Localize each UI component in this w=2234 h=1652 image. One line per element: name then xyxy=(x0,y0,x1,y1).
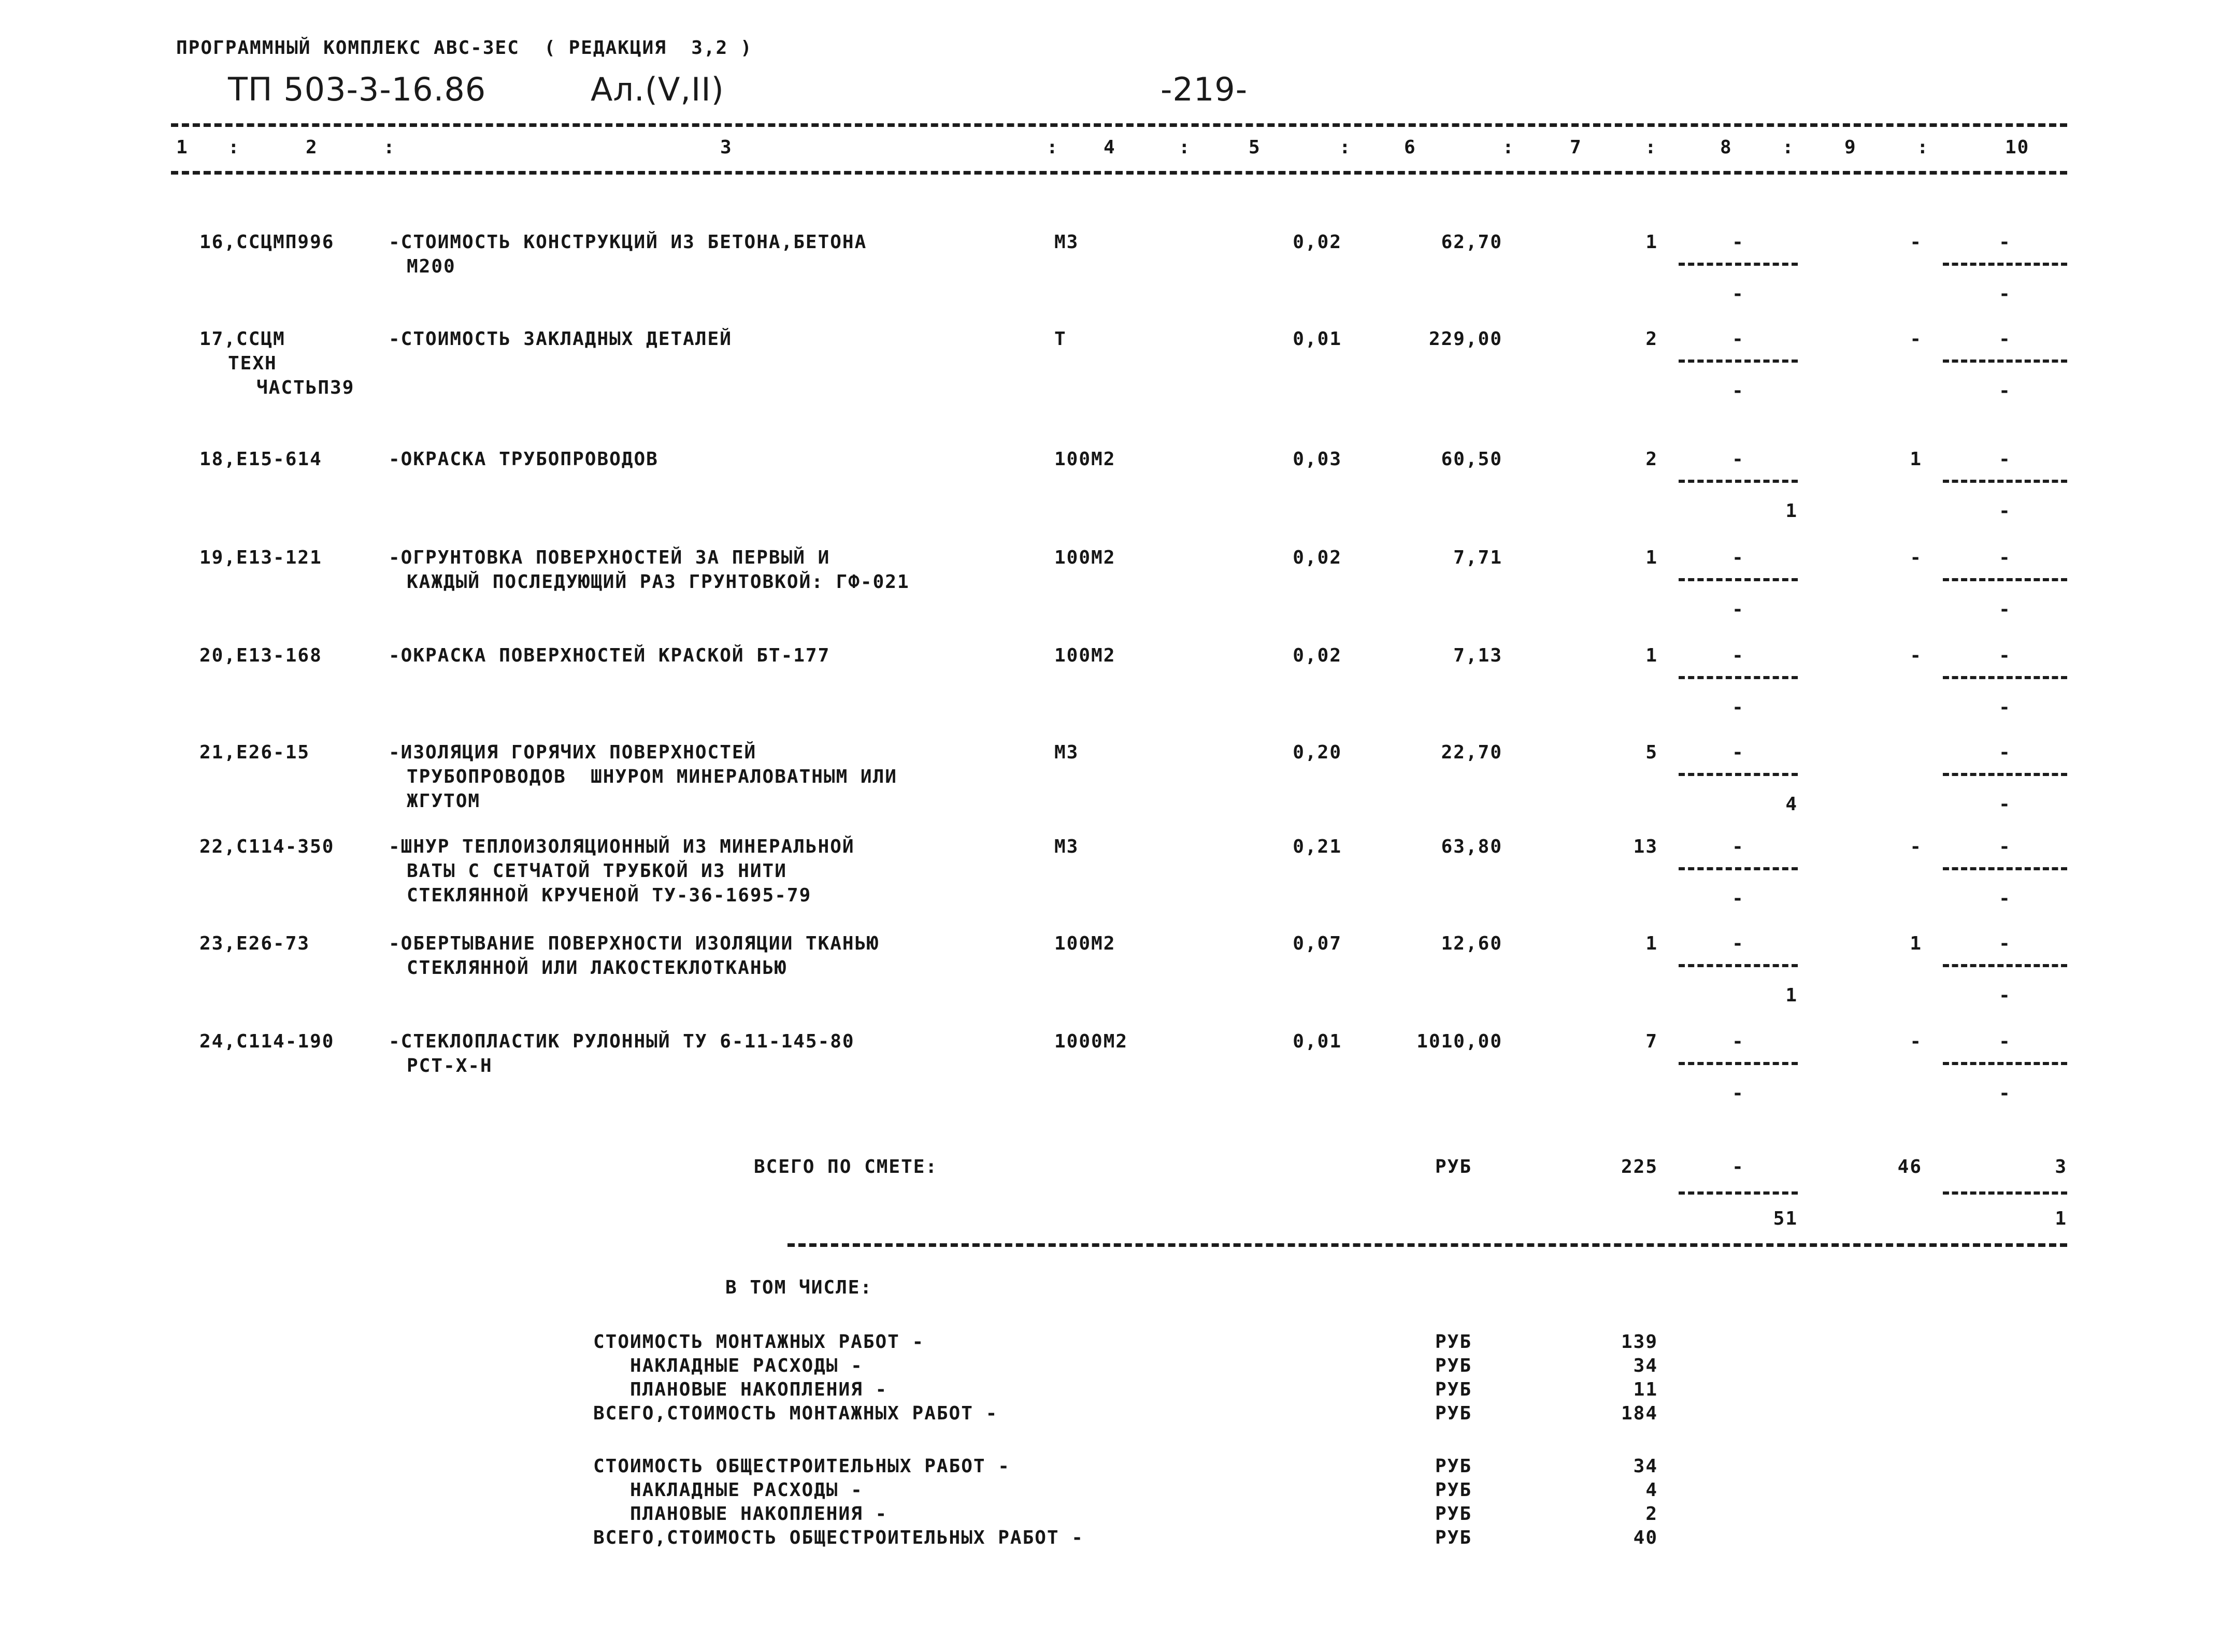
row-col7: 13 xyxy=(1633,836,1658,857)
row-col8-top: - xyxy=(1732,547,1744,568)
row-col10-top: - xyxy=(1999,232,2011,253)
row-col10-top: - xyxy=(1999,449,2011,470)
row-col8-bottom: - xyxy=(1732,380,1744,401)
column-header-cell: 2 xyxy=(306,137,318,158)
row-unit: 100М2 xyxy=(1054,449,1116,470)
row-unit: 100М2 xyxy=(1054,547,1116,568)
row-col8-top: - xyxy=(1732,1031,1744,1052)
summary-label: НАКЛАДНЫЕ РАСХОДЫ - xyxy=(593,1479,863,1501)
total-label: ВСЕГО ПО СМЕТЕ: xyxy=(754,1156,938,1177)
row-col10-bottom: - xyxy=(1999,1083,2011,1104)
row-price: 22,70 xyxy=(1441,742,1502,763)
row-description: -ОБЕРТЫВАНИЕ ПОВЕРХНОСТИ ИЗОЛЯЦИИ ТКАНЬЮ xyxy=(389,933,879,954)
row-col8-top: - xyxy=(1732,328,1744,350)
row-code: 21,Е26-15 xyxy=(199,742,310,763)
row-description: КАЖДЫЙ ПОСЛЕДУЮЩИЙ РАЗ ГРУНТОВКОЙ: ГФ-021 xyxy=(407,571,910,593)
row-col10-bottom: - xyxy=(1999,283,2011,305)
row-col10-bottom: - xyxy=(1999,888,2011,909)
summary-value: 2 xyxy=(1645,1503,1658,1525)
summary-value: 34 xyxy=(1633,1456,1658,1477)
summary-unit: РУБ xyxy=(1435,1331,1472,1353)
row-quantity: 0,02 xyxy=(1293,232,1342,253)
summary-unit: РУБ xyxy=(1435,1479,1472,1501)
row-code: 19,Е13-121 xyxy=(199,547,322,568)
row-code: 23,Е26-73 xyxy=(199,933,310,954)
row-col8-bottom: - xyxy=(1732,697,1744,718)
row-col8-bottom: - xyxy=(1732,1083,1744,1104)
row-unit: 100М2 xyxy=(1054,933,1116,954)
summary-unit: РУБ xyxy=(1435,1456,1472,1477)
summary-heading: В ТОМ ЧИСЛЕ: xyxy=(725,1277,873,1298)
row-col8-bottom: - xyxy=(1732,599,1744,620)
column-header-cell: : xyxy=(1917,137,1929,158)
row-col8-top: - xyxy=(1732,742,1744,763)
column-header-cell: 4 xyxy=(1104,137,1116,158)
total-unit: РУБ xyxy=(1435,1156,1472,1177)
column-header-cell: 5 xyxy=(1249,137,1261,158)
row-col7: 1 xyxy=(1645,645,1658,666)
row-quantity: 0,01 xyxy=(1293,1031,1342,1052)
row-quantity: 0,01 xyxy=(1293,328,1342,350)
total-c8-rule xyxy=(1679,1191,1798,1195)
row-col8-top: - xyxy=(1732,449,1744,470)
row-col8-bottom: - xyxy=(1732,888,1744,909)
row-code: ЧАСТЬП39 xyxy=(256,377,355,398)
summary-label: НАКЛАДНЫЕ РАСХОДЫ - xyxy=(593,1355,863,1376)
row-col8-bottom: 1 xyxy=(1785,500,1798,522)
row-col9: - xyxy=(1910,645,1922,666)
row-col9: - xyxy=(1910,232,1922,253)
row-col10-rule xyxy=(1943,964,2067,967)
row-col10-top: - xyxy=(1999,645,2011,666)
total-c10-top: 3 xyxy=(2055,1156,2067,1177)
total-c10-bottom: 1 xyxy=(2055,1208,2067,1229)
row-col8-bottom: 1 xyxy=(1785,985,1798,1006)
row-col10-bottom: - xyxy=(1999,794,2011,815)
row-quantity: 0,02 xyxy=(1293,547,1342,568)
total-c8-bottom: 51 xyxy=(1773,1208,1798,1229)
row-col8-top: - xyxy=(1732,232,1744,253)
column-header-cell: : xyxy=(1645,137,1657,158)
row-code: ТЕХН xyxy=(228,353,277,374)
row-col10-top: - xyxy=(1999,328,2011,350)
summary-value: 11 xyxy=(1633,1379,1658,1400)
summary-label: ПЛАНОВЫЕ НАКОПЛЕНИЯ - xyxy=(593,1503,888,1525)
summary-label: ПЛАНОВЫЕ НАКОПЛЕНИЯ - xyxy=(593,1379,888,1400)
row-col10-rule xyxy=(1943,480,2067,483)
total-c7: 225 xyxy=(1621,1156,1658,1177)
column-header-cell: : xyxy=(1502,137,1515,158)
summary-value: 139 xyxy=(1621,1331,1658,1353)
row-quantity: 0,21 xyxy=(1293,836,1342,857)
row-description: ТРУБОПРОВОДОВ ШНУРОМ МИНЕРАЛОВАТНЫМ ИЛИ xyxy=(407,766,897,787)
row-col10-rule xyxy=(1943,867,2067,870)
row-col9: - xyxy=(1910,1031,1922,1052)
summary-value: 4 xyxy=(1645,1479,1658,1501)
column-header-cell: : xyxy=(1782,137,1795,158)
row-description: -ШНУР ТЕПЛОИЗОЛЯЦИОННЫЙ ИЗ МИНЕРАЛЬНОЙ xyxy=(389,836,855,857)
row-col10-bottom: - xyxy=(1999,985,2011,1006)
summary-value: 34 xyxy=(1633,1355,1658,1376)
header-bottom-rule xyxy=(171,171,2067,175)
total-bottom-rule xyxy=(787,1243,2067,1247)
column-header-cell: 6 xyxy=(1404,137,1416,158)
row-col7: 2 xyxy=(1645,449,1658,470)
row-col10-rule xyxy=(1943,263,2067,266)
row-col9: - xyxy=(1910,836,1922,857)
row-col10-top: - xyxy=(1999,933,2011,954)
row-col8-top: - xyxy=(1732,933,1744,954)
row-description: -СТЕКЛОПЛАСТИК РУЛОННЫЙ ТУ 6-11-145-80 xyxy=(389,1031,855,1052)
row-col7: 7 xyxy=(1645,1031,1658,1052)
row-col8-rule xyxy=(1679,867,1798,870)
row-col8-top: - xyxy=(1732,645,1744,666)
column-header-cell: : xyxy=(1179,137,1191,158)
row-col7: 5 xyxy=(1645,742,1658,763)
row-col8-rule xyxy=(1679,964,1798,967)
row-price: 12,60 xyxy=(1441,933,1502,954)
row-quantity: 0,03 xyxy=(1293,449,1342,470)
row-code: 24,С114-190 xyxy=(199,1031,335,1052)
row-unit: 100М2 xyxy=(1054,645,1116,666)
row-col8-rule xyxy=(1679,578,1798,581)
column-header-cell: : xyxy=(1047,137,1059,158)
row-price: 7,71 xyxy=(1453,547,1502,568)
row-description: -ОГРУНТОВКА ПОВЕРХНОСТЕЙ ЗА ПЕРВЫЙ И xyxy=(389,547,830,568)
row-quantity: 0,07 xyxy=(1293,933,1342,954)
row-col7: 1 xyxy=(1645,547,1658,568)
row-price: 7,13 xyxy=(1453,645,1502,666)
total-c9: 46 xyxy=(1897,1156,1922,1177)
summary-unit: РУБ xyxy=(1435,1527,1472,1548)
row-col7: 1 xyxy=(1645,933,1658,954)
row-col7: 2 xyxy=(1645,328,1658,350)
row-col10-rule xyxy=(1943,676,2067,679)
row-description: ЖГУТОМ xyxy=(407,791,481,812)
row-col8-rule xyxy=(1679,360,1798,363)
row-col10-rule xyxy=(1943,1062,2067,1065)
row-col9: - xyxy=(1910,547,1922,568)
row-col8-rule xyxy=(1679,263,1798,266)
row-description: -ОКРАСКА ПОВЕРХНОСТЕЙ КРАСКОЙ БТ-177 xyxy=(389,645,830,666)
row-col10-bottom: - xyxy=(1999,697,2011,718)
row-description: СТЕКЛЯННОЙ КРУЧЕНОЙ ТУ-36-1695-79 xyxy=(407,885,812,906)
row-col9: - xyxy=(1910,328,1922,350)
row-code: 20,Е13-168 xyxy=(199,645,322,666)
row-price: 62,70 xyxy=(1441,232,1502,253)
summary-value: 184 xyxy=(1621,1403,1658,1424)
row-col10-top: - xyxy=(1999,1031,2011,1052)
column-header-cell: 3 xyxy=(720,137,733,158)
summary-unit: РУБ xyxy=(1435,1503,1472,1525)
row-col10-rule xyxy=(1943,360,2067,363)
row-col8-bottom: 4 xyxy=(1785,794,1798,815)
column-header-cell: : xyxy=(383,137,396,158)
doc-code: ТП 503-3-16.86 xyxy=(228,70,486,108)
row-col9: 1 xyxy=(1910,449,1922,470)
row-col7: 1 xyxy=(1645,232,1658,253)
program-line: ПРОГРАММНЫЙ КОМПЛЕКС АВС-3ЕС ( РЕДАКЦИЯ 3,2 ) xyxy=(176,37,753,59)
row-description: СТЕКЛЯННОЙ ИЛИ ЛАКОСТЕКЛОТКАНЬЮ xyxy=(407,957,787,979)
row-col10-bottom: - xyxy=(1999,599,2011,620)
row-code: 18,Е15-614 xyxy=(199,449,322,470)
row-unit: Т xyxy=(1054,328,1067,350)
row-quantity: 0,20 xyxy=(1293,742,1342,763)
column-header-cell: 10 xyxy=(2005,137,2030,158)
row-code: 17,ССЦМ xyxy=(199,328,285,350)
column-header-cell: 7 xyxy=(1570,137,1582,158)
summary-value: 40 xyxy=(1633,1527,1658,1548)
row-col10-top: - xyxy=(1999,547,2011,568)
total-c8-top: - xyxy=(1732,1156,1744,1177)
row-col10-bottom: - xyxy=(1999,500,2011,522)
row-col10-rule xyxy=(1943,773,2067,776)
row-code: 16,ССЦМП996 xyxy=(199,232,335,253)
row-col8-rule xyxy=(1679,676,1798,679)
summary-label: ВСЕГО,СТОИМОСТЬ МОНТАЖНЫХ РАБОТ - xyxy=(593,1403,998,1424)
row-col8-rule xyxy=(1679,773,1798,776)
row-col10-top: - xyxy=(1999,836,2011,857)
row-description: -СТОИМОСТЬ ЗАКЛАДНЫХ ДЕТАЛЕЙ xyxy=(389,328,732,350)
row-unit: М3 xyxy=(1054,232,1079,253)
row-price: 63,80 xyxy=(1441,836,1502,857)
album-label: Ал.(V,II) xyxy=(591,70,724,108)
summary-unit: РУБ xyxy=(1435,1355,1472,1376)
row-col10-rule xyxy=(1943,578,2067,581)
row-col8-top: - xyxy=(1732,836,1744,857)
row-unit: М3 xyxy=(1054,836,1079,857)
page-number: -219- xyxy=(1161,70,1248,108)
row-col10-top: - xyxy=(1999,742,2011,763)
summary-unit: РУБ xyxy=(1435,1379,1472,1400)
summary-unit: РУБ xyxy=(1435,1403,1472,1424)
summary-label: СТОИМОСТЬ МОНТАЖНЫХ РАБОТ - xyxy=(593,1331,925,1353)
row-unit: 1000М2 xyxy=(1054,1031,1128,1052)
total-c10-rule xyxy=(1943,1191,2067,1195)
row-unit: М3 xyxy=(1054,742,1079,763)
row-col9: 1 xyxy=(1910,933,1922,954)
row-col8-bottom: - xyxy=(1732,283,1744,305)
header-top-rule xyxy=(171,123,2067,127)
column-header-cell: : xyxy=(1339,137,1352,158)
row-description: -СТОИМОСТЬ КОНСТРУКЦИЙ ИЗ БЕТОНА,БЕТОНА xyxy=(389,232,867,253)
row-description: -ОКРАСКА ТРУБОПРОВОДОВ xyxy=(389,449,658,470)
row-col10-bottom: - xyxy=(1999,380,2011,401)
row-price: 1010,00 xyxy=(1416,1031,1502,1052)
row-description: -ИЗОЛЯЦИЯ ГОРЯЧИХ ПОВЕРХНОСТЕЙ xyxy=(389,742,757,763)
row-price: 60,50 xyxy=(1441,449,1502,470)
row-quantity: 0,02 xyxy=(1293,645,1342,666)
summary-label: ВСЕГО,СТОИМОСТЬ ОБЩЕСТРОИТЕЛЬНЫХ РАБОТ - xyxy=(593,1527,1084,1548)
row-price: 229,00 xyxy=(1428,328,1502,350)
row-col8-rule xyxy=(1679,480,1798,483)
row-description: РСТ-Х-Н xyxy=(407,1055,493,1076)
row-description: ВАТЫ С СЕТЧАТОЙ ТРУБКОЙ ИЗ НИТИ xyxy=(407,860,787,882)
column-header-cell: : xyxy=(228,137,240,158)
summary-label: СТОИМОСТЬ ОБЩЕСТРОИТЕЛЬНЫХ РАБОТ - xyxy=(593,1456,1010,1477)
row-description: М200 xyxy=(407,256,456,277)
column-header-cell: 8 xyxy=(1720,137,1732,158)
column-header-cell: 9 xyxy=(1844,137,1857,158)
row-col8-rule xyxy=(1679,1062,1798,1065)
column-header-cell: 1 xyxy=(176,137,189,158)
row-code: 22,С114-350 xyxy=(199,836,335,857)
